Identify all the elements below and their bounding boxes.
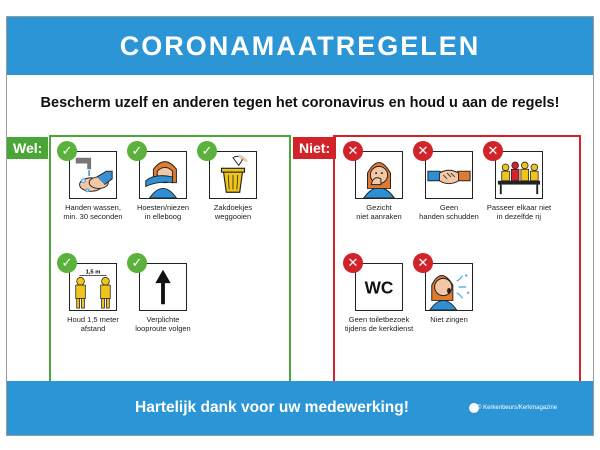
check-icon: ✓ [57,253,77,273]
wel-caption: Zakdoekjes weggooien [213,203,253,221]
niet-caption: Geen handen schudden [419,203,479,221]
distance-label: 1,5 m [85,269,101,276]
check-icon: ✓ [127,141,147,161]
wc-label: WC [364,277,394,298]
cross-icon: ✕ [413,141,433,161]
handwash-icon [69,151,117,199]
check-icon: ✓ [197,141,217,161]
elbow-cough-icon [139,151,187,199]
wel-label: Wel: [7,137,48,159]
cross-icon: ✕ [343,253,363,273]
wc-icon [355,263,403,311]
footer-credit: © Kerkenbeurs/Kerkmagazine [477,405,558,411]
wel-caption: Verplichte looproute volgen [135,315,191,333]
cross-icon: ✕ [413,253,433,273]
handshake-icon [425,151,473,199]
singing-icon [425,263,473,311]
wel-caption: Houd 1,5 meter afstand [67,315,119,333]
niet-caption: Passeer elkaar niet in dezelfde rij [486,203,552,221]
poster [6,16,594,436]
wel-caption: Hoesten/niezen in elleboog [136,203,190,221]
footer-banner [7,381,593,435]
face-touch-icon [355,151,403,199]
wel-caption: Handen wassen, min. 30 seconden [63,203,123,221]
cross-icon: ✕ [483,141,503,161]
niet-caption: Niet zingen [430,315,468,324]
title-banner: CORONAMAATREGELEN [7,17,593,75]
distance-icon [69,263,117,311]
niet-caption: Gezicht niet aanraken [356,203,402,221]
tissue-bin-icon [209,151,257,199]
niet-caption: Geen toiletbezoek tijdens de kerkdienst [344,315,414,333]
niet-label: Niet: [293,137,336,159]
row-seats-icon [495,151,543,199]
arrow-up-icon [139,263,187,311]
check-icon: ✓ [57,141,77,161]
cross-icon: ✕ [343,141,363,161]
check-icon: ✓ [127,253,147,273]
footer-thanks: Hartelijk dank voor uw medewerking! [135,399,409,416]
subtitle: Bescherm uzelf en anderen tegen het coronavirus en houd u aan de regels! [40,95,560,111]
